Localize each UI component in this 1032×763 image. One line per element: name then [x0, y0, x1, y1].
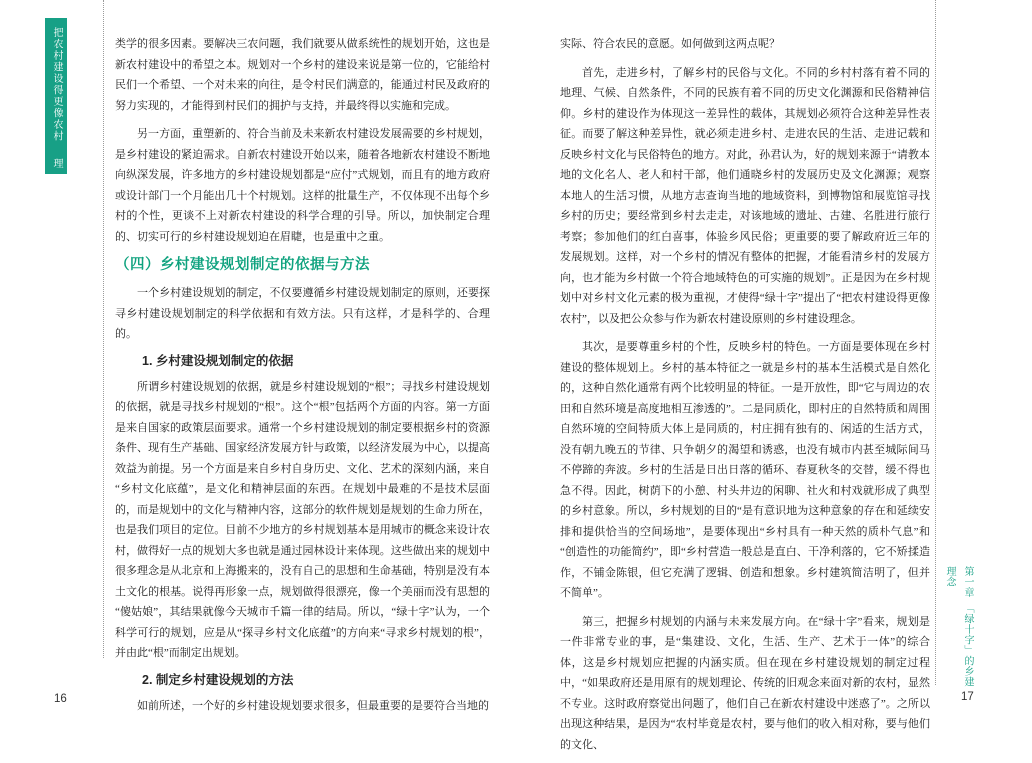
left-page-dotted-divider: [103, 0, 104, 658]
page-number-right: 17: [961, 691, 974, 703]
body-paragraph: 首先，走进乡村，了解乡村的民俗与文化。不同的乡村村落有着不同的地理、气候、自然条件，不同的民族有着不同的历史文化渊源和民俗精神信仰。乡村的建设作为体现这一差异性的载体，其规划必须符合这种差异性表征。而要了解这种差异性，就必须走进乡村、走进农民的生活、走进记载和反映乡村文化与民俗特色的地方。对此，孙君认为，好的规划来源于“请教本地的文化名人、老人和村干部，他们通晓乡村的发展历史及文化渊源；观察本地人的生活习惯，从地方志查询当地的地域资料，到博物馆和展览馆寻找乡村的历史；要经常到乡村去走走，对该地域的遗址、古建、名胜进行旅行考察；参加他们的红白喜事，体验乡风民俗；更重要的要了解政府近三年的发展规划。这样，对一个乡村的情况有整体的把握，才能看清乡村的发展方向，也才能为乡村做一个符合地域特色的可实施的规划”。正是因为在乡村规划中对乡村文化元素的极为重视，才使得“绿十字”提出了“把农村建设得更像农村”，以及把公众参与作为新农村建设原则的乡村建设理念。: [560, 66, 930, 325]
body-paragraph: 所谓乡村建设规划的依据，就是乡村建设规划的“根”；寻找乡村建设规划的依据，就是寻找乡村规划的“根”。这个“根”包括两个方面的内容。第一方面是来自国家的政策层面要求。通常一个乡村建设规划的制定要根据乡村的资源条件、现有生产基础、国家经济发展方针与政策，以经济发展为中心，以提高效益为前提。另一个方面是来自乡村自身历史、文化、艺术的深刻内涵，来自“乡村文化底蕴”，是文化和精神层面的东西。在规划中最难的不是技术层面的，而是规划中的文化与精神内容，这部分的软件规划是规划的生命力所在，也是我们项目的定位。目前不少地方的乡村规划基本是用城市的概念来设计农村，做得好一点的规划大多也就是通过园林设计来体现。这些做出来的规划中很多理念是从北京和上海搬来的，没有自己的思想和生命基础，特别是没有本土文化的根基。说得再形象一点，规划做得很漂亮，像一个美丽而没有思想的“傻姑娘”，其结果就像今天城市千篇一律的结局。所以，“绿十字”认为，一个科学可行的规划，应是从“探寻乡村文化底蕴”的方向来“寻求乡村规划的根”，并由此“根”而制定出规划。: [115, 380, 490, 659]
right-page-dotted-divider: [935, 0, 936, 685]
chapter-sidebar-label: 第一章 「绿十字」的乡建理念: [944, 566, 973, 687]
page-number-left: 16: [54, 693, 67, 705]
subsection-heading: 1. 乡村建设规划制定的依据: [142, 353, 294, 368]
section-heading: （四）乡村建设规划制定的依据与方法: [115, 257, 370, 273]
spine-banner-title: 把农村建设得更像农村: [51, 27, 62, 142]
spine-banner-section: 理论篇: [29, 27, 62, 170]
subsection-heading: 2. 制定乡村建设规划的方法: [142, 672, 294, 687]
body-paragraph: 一个乡村建设规划的制定，不仅要遵循乡村建设规划制定的原则，还要探寻乡村建设规划制定的科学依据和有效方法。只有这样，才是科学的、合理的。: [115, 287, 490, 340]
body-paragraph: 其次，是要尊重乡村的个性，反映乡村的特色。一方面是要体现在乡村建设的整体规划上。乡村的基本特征之一就是乡村的基本生活模式是自然化的，这种自然化通常有两个比较明显的特征。一是开放性，即“它与周边的农田和自然环境是高度地相互渗透的”。二是同质化，即村庄的自然特质和周围自然环境的空间特质大体上是同质的，村庄拥有独有的、闲适的生活方式，没有朝九晚五的节律、只争朝夕的渴望和诱惑，也没有城市内甚至城际间马不停蹄的奔波。乡村的生活是日出日落的循环、春夏秋冬的交替，缓不得也急不得。因此，树荫下的小憩、村头井边的闲聊、社火和村戏就形成了典型的乡村意象。所以，乡村规划的目的“是有意识地为这种意象的存在和延续安排和提供恰当的空间场地”，是要体现出“乡村具有一种天然的质朴气息”和“创造性的功能简约”，即“乡村营造一般总是直白、干净利落的，它不矫揉造作，不铺金陈银，但它充满了逻辑、创造和想象。乡村建筑简洁明了，但并不简单”。: [560, 341, 930, 599]
body-paragraph: 如前所述，一个好的乡村建设规划要求很多，但最重要的是要符合当地的: [137, 699, 489, 712]
body-paragraph: 第三，把握乡村规划的内涵与未来发展方向。在“绿十字”看来，规划是一件非常专业的事，是“集建设、文化，生活、生产、艺术于一体”的综合体，这是乡村规划应把握的内涵实质。但在现在乡村建设规划的制定过程中，“如果政府还是用原有的规划理论、传统的旧观念来面对新的农村，显然不专业。这时政府察觉出问题了，他们自己在新农村建设中迷惑了”。之所以出现这种结果，是因为“农村毕竟是农村，要与他们的收入相对称，要与他们的文化、: [560, 615, 930, 751]
body-paragraph: 另一方面，重塑新的、符合当前及未来新农村建设发展需要的乡村规划，是乡村建设的紧迫需求。自新农村建设开始以来，随着各地新农村建设不断地向纵深发展，许多地方的乡村建设规划都是“应付”式规划，而且有的地方政府或设计部门一个月能出几十个村规划。这样的批量生产，不仅体现不出每个乡村的个性，更谈不上对新农村建设的科学合理的引导。所以，加快制定合理的、切实可行的乡村建设规划迫在眉睫，也是重中之重。: [115, 128, 490, 243]
body-paragraph: 类学的很多因素。要解决三农问题，我们就要从做系统性的规划开始，这也是新农村建设中的希望之本。规划对一个乡村的建设来说是第一位的，它能给村民们一个希望、一个对未来的向往，是令村民们满意的，能通过村民及政府的努力实现的，才能得到村民们的拥护与支持，并最终得以实施和完成。: [115, 38, 490, 112]
left-page-text-column: [115, 34, 490, 724]
body-paragraph: 实际、符合农民的意愿。如何做到这两点呢？: [560, 38, 780, 50]
right-page-text-column: [560, 34, 930, 763]
spine-banner: [29, 18, 67, 174]
